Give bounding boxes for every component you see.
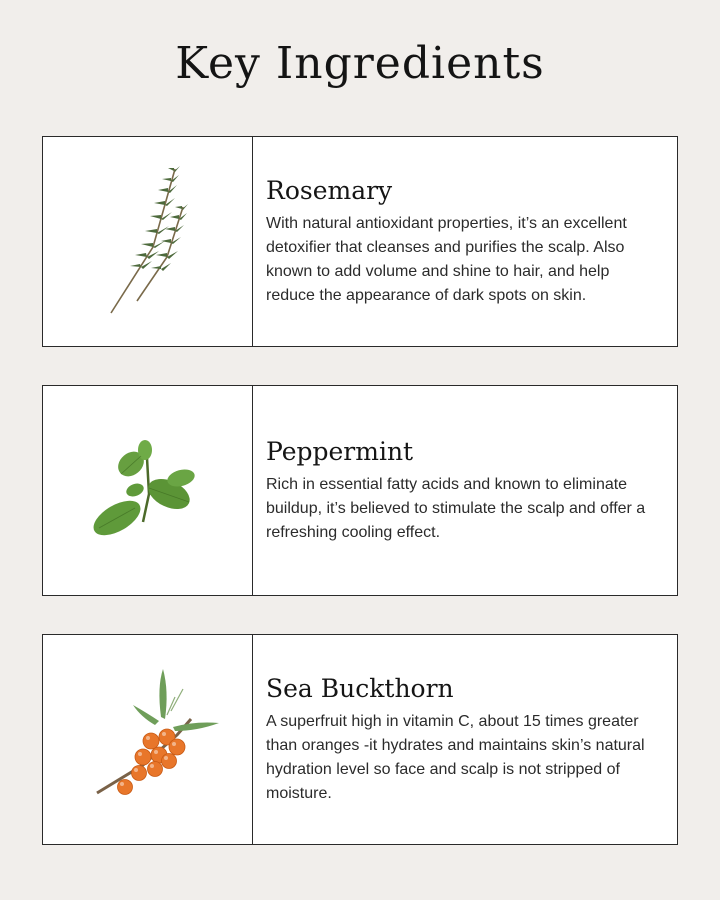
ingredient-description: A superfruit high in vitamin C, about 15 times greater than oranges -it hydrates and maintains skin’s natural hydration level so face and scalp is not stripped of moisture.: [266, 712, 645, 802]
ingredient-name: Rosemary: [266, 175, 393, 205]
rosemary-sprig-icon: [43, 137, 251, 345]
sea-buckthorn-berries-icon: [43, 635, 251, 843]
ingredient-text-cell: [253, 386, 677, 595]
ingredient-text-cell: [253, 635, 677, 844]
ingredient-text-cell: [253, 137, 677, 346]
ingredient-name: Sea Buckthorn: [266, 673, 454, 703]
ingredient-name: Peppermint: [266, 436, 414, 466]
ingredient-card-rosemary: [42, 136, 678, 347]
ingredient-description: Rich in essential fatty acids and known to eliminate buildup, it’s believed to stimulate the scalp and offer a refreshing cooling effect.: [266, 475, 646, 541]
peppermint-leaves-icon: [43, 386, 251, 594]
ingredient-card-sea-buckthorn: [42, 634, 678, 845]
ingredient-image-cell: [43, 635, 253, 844]
ingredient-card-peppermint: [42, 385, 678, 596]
page-title: Key Ingredients: [175, 38, 545, 89]
ingredient-image-cell: [43, 137, 253, 346]
ingredient-description: With natural antioxidant properties, it’s an excellent detoxifier that cleanses and purifies the scalp. Also known to add volume and shine to hair, and help reduce the appearance of dark spots on skin.: [266, 214, 627, 304]
ingredient-image-cell: [43, 386, 253, 595]
